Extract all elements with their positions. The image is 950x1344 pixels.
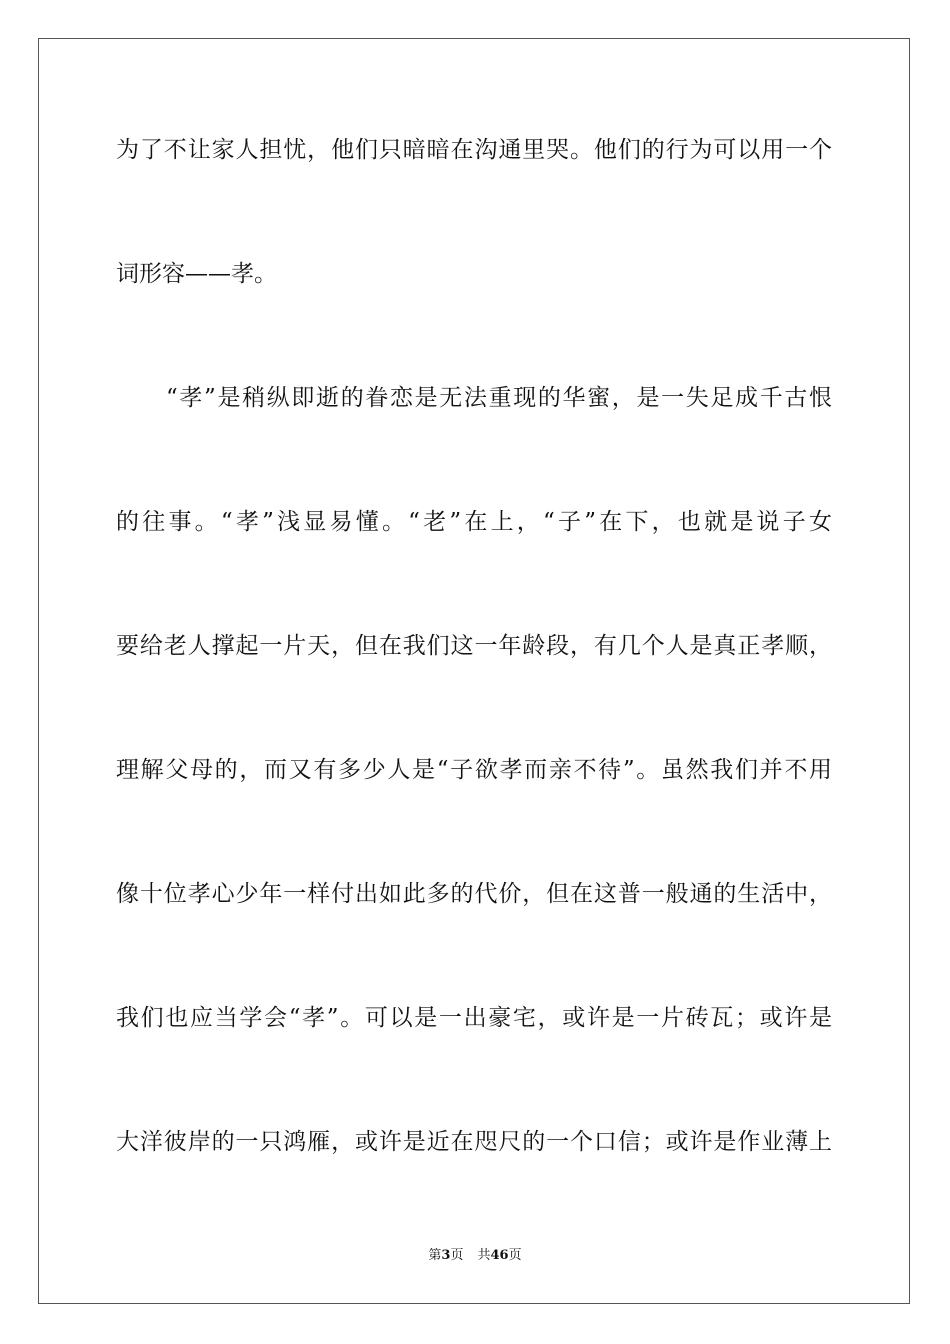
body-line-7: 像十位孝心少年一样付出如此多的代价，但在这普一般通的生活中，	[116, 881, 832, 907]
footer-page-suffix: 页	[450, 1248, 464, 1263]
body-line-9: 大洋彼岸的一只鸿雁，或许是近在咫尺的一个口信；或许是作业薄上	[116, 1129, 832, 1155]
body-line-1: 为了不让家人担忧，他们只暗暗在沟通里哭。他们的行为可以用一个	[116, 137, 832, 163]
page-footer	[0, 1246, 950, 1266]
body-line-5: 要给老人撑起一片天，但在我们这一年龄段，有几个人是真正孝顺，	[116, 633, 832, 659]
body-line-6: 理解父母的，而又有多少人是“子欲孝而亲不待”。虽然我们并不用	[116, 757, 832, 783]
footer-total-pages: 46	[490, 1248, 509, 1263]
page-frame	[38, 38, 910, 1304]
body-line-3: “孝”是稍纵即逝的眷恋是无法重现的华蜜，是一失足成千古恨	[166, 385, 832, 411]
body-line-2: 词形容——孝。	[116, 261, 277, 287]
footer-total-suffix: 页	[508, 1248, 522, 1263]
footer-page-prefix: 第	[428, 1248, 442, 1263]
body-line-8: 我们也应当学会“孝”。可以是一出豪宅，或许是一片砖瓦；或许是	[116, 1005, 832, 1031]
body-line-4: 的往事。“孝”浅显易懂。“老”在上，“子”在下，也就是说子女	[116, 509, 832, 535]
footer-total-prefix: 共	[477, 1248, 491, 1263]
footer-page-number: 3	[441, 1248, 451, 1263]
